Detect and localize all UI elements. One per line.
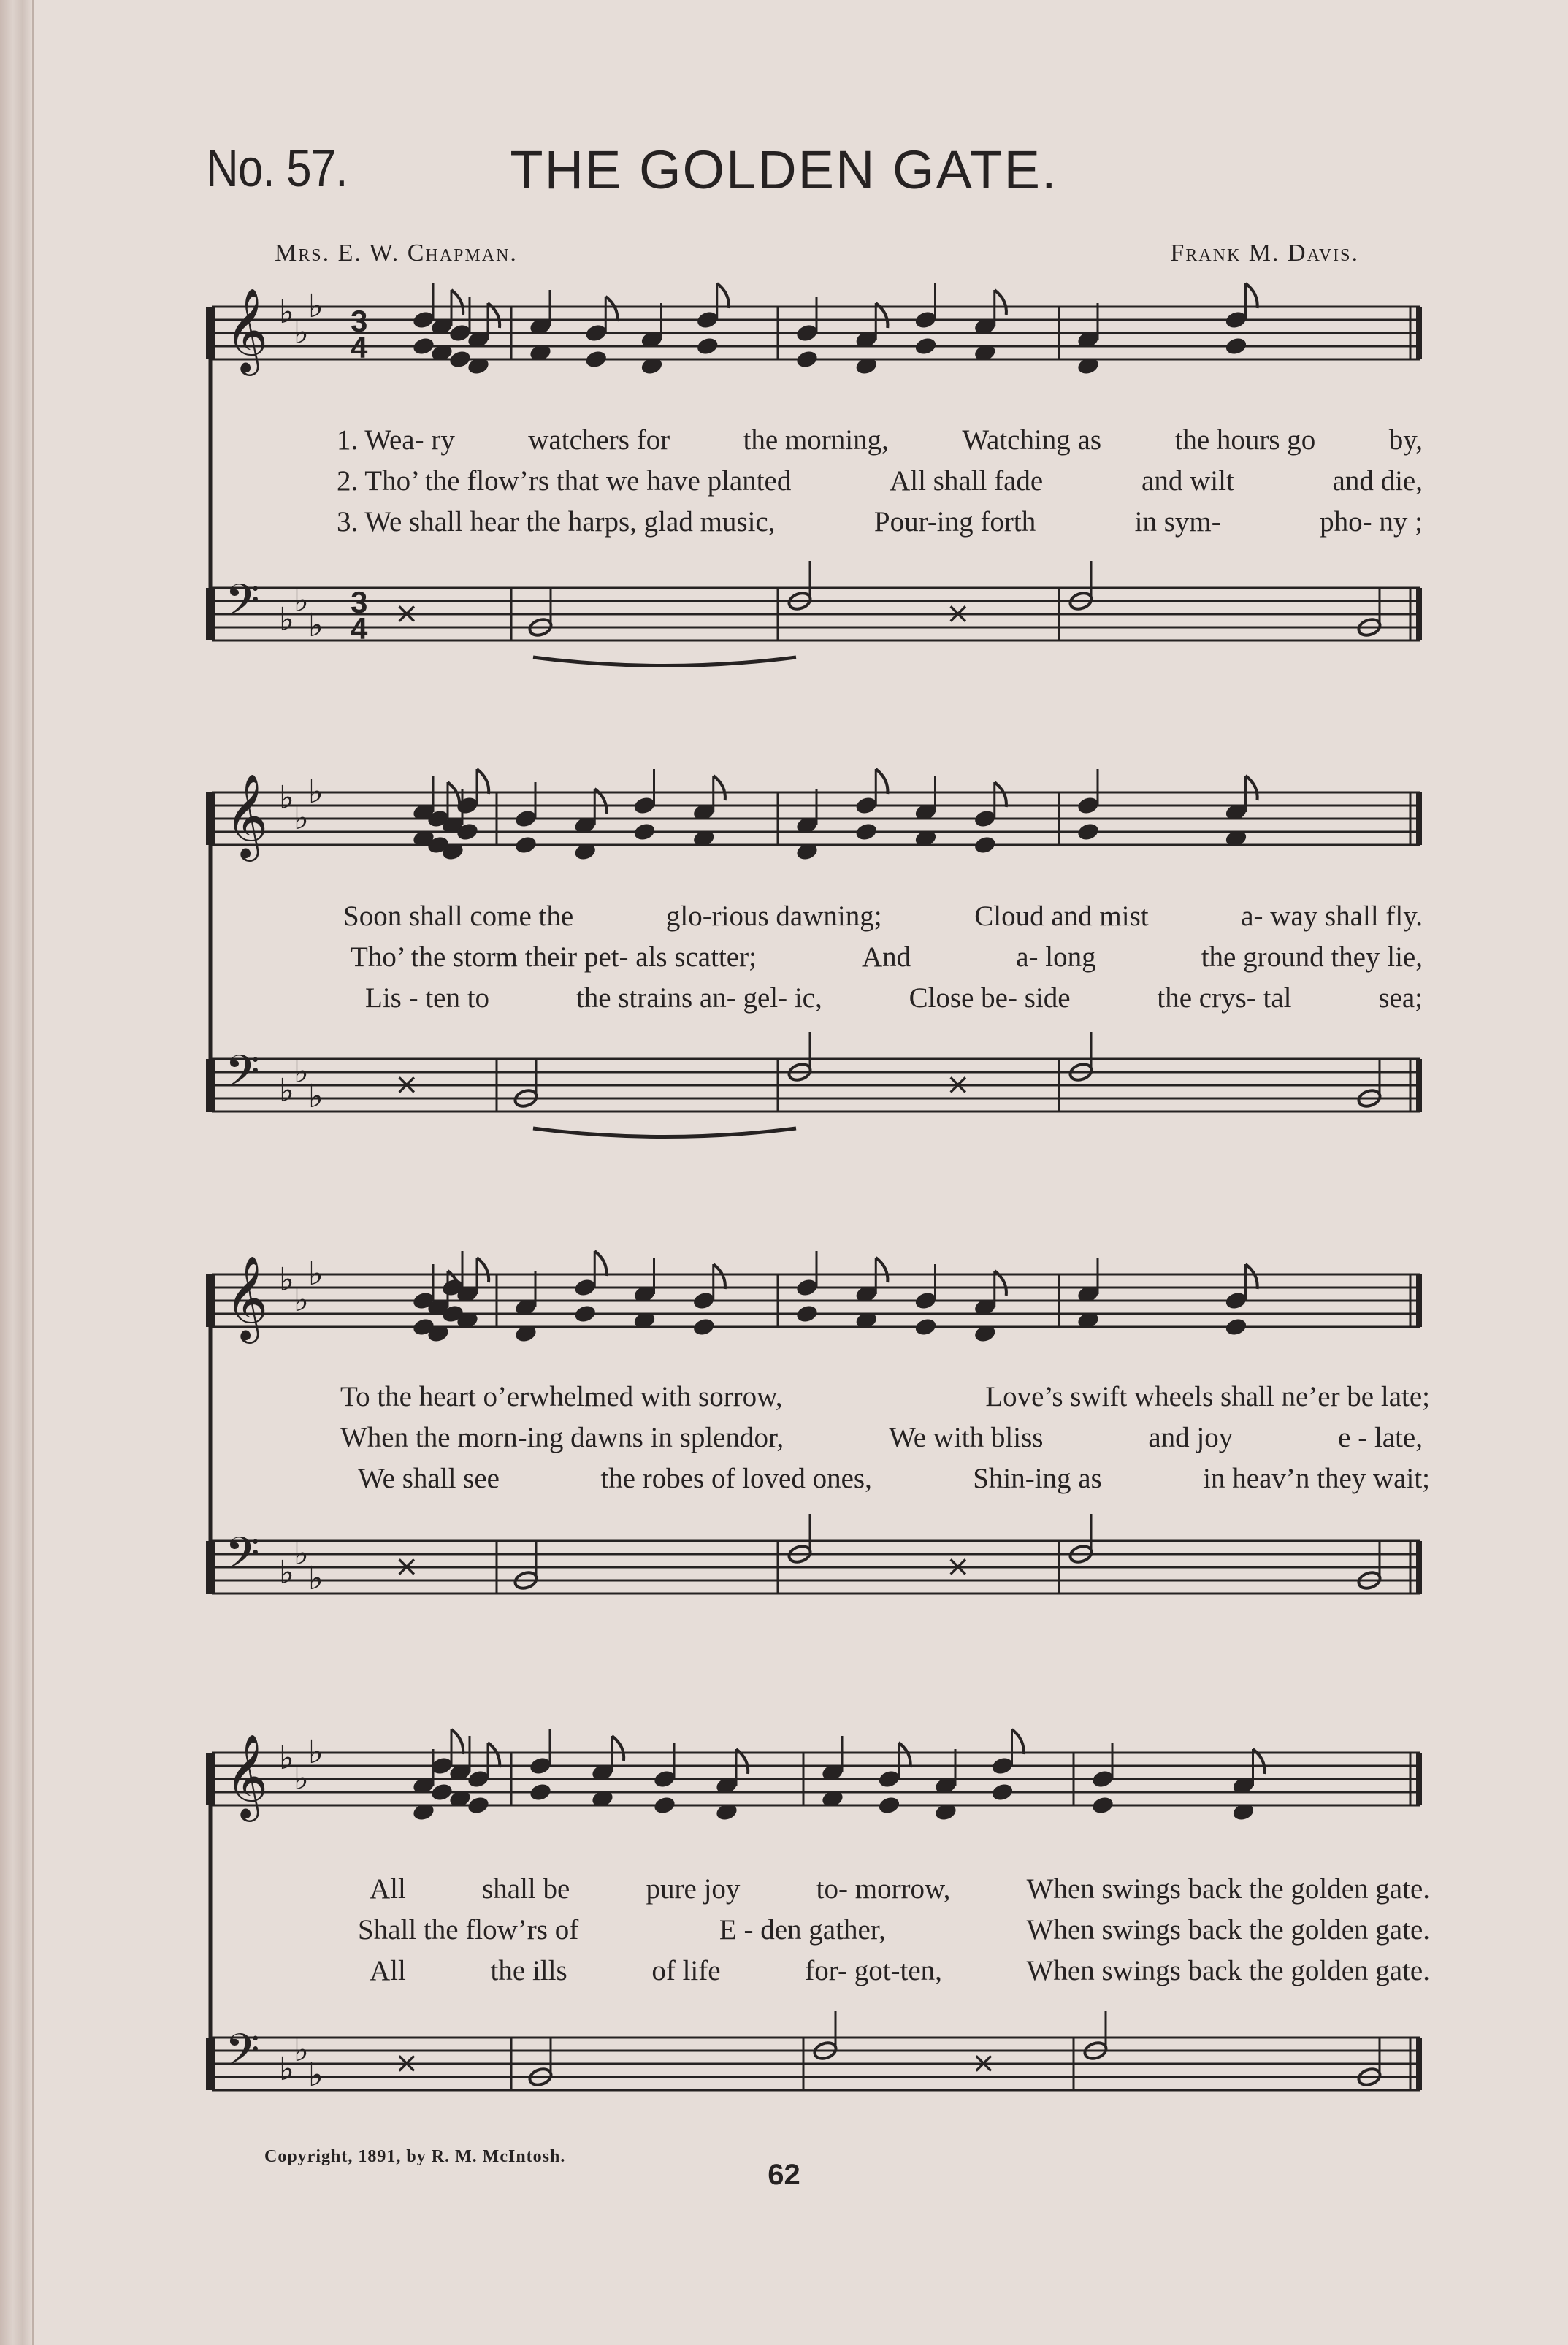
flat-sign: ♭ xyxy=(294,1535,309,1572)
note-head xyxy=(1224,1317,1248,1337)
note-flag xyxy=(899,1743,911,1767)
time-signature-top: 3 xyxy=(351,304,368,338)
quarter-rest: ⨯ xyxy=(971,2046,996,2080)
quarter-rest: ⨯ xyxy=(394,1550,419,1583)
copyright-notice: Copyright, 1891, by R. M. McIntosh. xyxy=(264,2147,566,2166)
note-flag xyxy=(714,1264,725,1289)
note-head xyxy=(573,1304,597,1324)
note-flag xyxy=(448,782,459,807)
lyric-verse-1: Soon shall come the glo-rious dawning; Cloud and mist a- way shall fly. xyxy=(343,900,1423,932)
note-flag xyxy=(1246,776,1258,800)
lyric-verse-1: To the heart o’erwhelmed with sorrow, Love’s swift wheels shall ne’er be late; xyxy=(340,1381,1430,1412)
note-head xyxy=(1090,1795,1114,1816)
note-head xyxy=(1076,822,1100,842)
lyric-verse-3: 3. We shall hear the harps, glad music, Pour-ing forth in sym- pho- ny ; xyxy=(337,506,1423,538)
final-barline xyxy=(1416,1274,1422,1327)
flat-sign: ♭ xyxy=(279,601,294,638)
note-flag xyxy=(714,776,725,800)
lyric-verse-2: Shall the flow’rs of E - den gather, When swings back the golden gate. xyxy=(358,1914,1430,1946)
note-flag xyxy=(995,290,1006,315)
flat-sign: ♭ xyxy=(308,1560,324,1597)
flat-sign: ♭ xyxy=(308,1078,324,1115)
hymn-title: THE GOLDEN GATE. xyxy=(510,139,1058,200)
flat-sign: ♭ xyxy=(308,607,324,644)
flat-sign: ♭ xyxy=(308,773,324,811)
flat-sign: ♭ xyxy=(279,1740,294,1777)
lyric-verse-3: We shall see the robes of loved ones, Shin-ing as in heav’n they wait; xyxy=(358,1463,1430,1494)
quarter-rest: ⨯ xyxy=(394,597,419,630)
lyricist-credit: Mrs. E. W. Chapman. xyxy=(275,240,518,267)
flat-sign: ♭ xyxy=(294,314,309,351)
quarter-rest: ⨯ xyxy=(946,597,971,630)
lyrics-system-4 xyxy=(209,1872,1430,2004)
note-head xyxy=(854,822,879,842)
note-flag xyxy=(605,297,617,321)
flat-sign: ♭ xyxy=(279,1072,294,1109)
time-signature-bottom: 4 xyxy=(351,611,368,646)
flat-sign: ♭ xyxy=(279,294,294,331)
final-barline xyxy=(1416,792,1422,845)
note-head xyxy=(584,349,608,370)
flat-sign: ♭ xyxy=(308,288,324,325)
flat-sign: ♭ xyxy=(308,1734,324,1771)
note-flag xyxy=(612,1736,624,1761)
note-head xyxy=(632,822,657,842)
quarter-rest: ⨯ xyxy=(394,1068,419,1101)
final-barline xyxy=(1416,1059,1422,1112)
composer-credit: Frank M. Davis. xyxy=(1170,240,1359,267)
quarter-rest: ⨯ xyxy=(394,2046,419,2080)
bass-clef: 𝄢 xyxy=(225,1046,260,1109)
note-head xyxy=(513,835,538,855)
time-signature-top: 3 xyxy=(351,585,368,619)
note-head xyxy=(528,1782,552,1802)
note-head xyxy=(795,1304,819,1324)
quarter-rest: ⨯ xyxy=(946,1068,971,1101)
note-flag xyxy=(995,782,1006,807)
tie-slur xyxy=(533,1128,796,1137)
bass-clef: 𝄢 xyxy=(225,2024,260,2087)
note-head xyxy=(990,1782,1014,1802)
treble-clef: 𝄞 xyxy=(225,287,269,372)
note-flag xyxy=(1012,1729,1024,1754)
quarter-rest: ⨯ xyxy=(946,1550,971,1583)
note-flag xyxy=(1246,1264,1258,1289)
final-barline xyxy=(1416,307,1422,359)
flat-sign: ♭ xyxy=(294,2032,309,2069)
note-flag xyxy=(876,769,887,794)
note-head xyxy=(914,1317,938,1337)
time-signature-bottom: 4 xyxy=(351,330,368,364)
treble-clef: 𝄞 xyxy=(225,1255,269,1340)
lyric-verse-3: Lis - ten to the strains an- gel- ic, Close be- side the crys- tal sea; xyxy=(365,982,1423,1014)
flat-sign: ♭ xyxy=(308,2057,324,2094)
bass-clef: 𝄢 xyxy=(225,575,260,638)
page-number: 62 xyxy=(768,2159,800,2191)
note-flag xyxy=(488,1743,500,1767)
treble-clef: 𝄞 xyxy=(225,773,269,858)
note-head xyxy=(914,336,938,356)
flat-sign: ♭ xyxy=(294,1760,309,1797)
note-flag xyxy=(451,290,463,315)
lyric-verse-3: All the ills of life for- got-ten, When swings back the golden gate. xyxy=(370,1955,1430,1986)
final-barline xyxy=(1416,1541,1422,1594)
flat-sign: ♭ xyxy=(308,1255,324,1293)
treble-clef: 𝄞 xyxy=(225,1733,269,1818)
tie-slur xyxy=(533,657,796,666)
note-flag xyxy=(876,1258,887,1282)
note-head xyxy=(695,336,719,356)
lyric-verse-1: 1. Wea- ry watchers for the morning, Watching as the hours go by, xyxy=(337,424,1423,456)
note-head xyxy=(973,835,997,855)
final-barline xyxy=(1416,1753,1422,1805)
lyrics-system-2 xyxy=(209,900,1430,1031)
flat-sign: ♭ xyxy=(294,1053,309,1090)
note-flag xyxy=(477,1258,489,1282)
note-head xyxy=(795,349,819,370)
flat-sign: ♭ xyxy=(279,1554,294,1591)
flat-sign: ♭ xyxy=(279,1261,294,1298)
final-barline xyxy=(1416,588,1422,640)
note-head xyxy=(692,1317,716,1337)
flat-sign: ♭ xyxy=(279,779,294,816)
lyric-verse-1: All shall be pure joy to- morrow, When swings back the golden gate. xyxy=(370,1873,1430,1905)
hymn-number: No. 57. xyxy=(206,139,348,198)
flat-sign: ♭ xyxy=(294,800,309,837)
bass-clef: 𝄢 xyxy=(225,1528,260,1591)
flat-sign: ♭ xyxy=(279,2051,294,2088)
lyric-verse-2: Tho’ the storm their pet- als scatter; And a- long the ground they lie, xyxy=(351,941,1423,973)
note-head xyxy=(1224,336,1248,356)
note-flag xyxy=(717,283,729,308)
note-flag xyxy=(477,769,489,794)
flat-sign: ♭ xyxy=(294,1282,309,1319)
lyrics-system-3 xyxy=(209,1380,1430,1512)
flat-sign: ♭ xyxy=(294,582,309,619)
lyrics-system-1 xyxy=(209,416,1430,548)
lyric-verse-2: 2. Tho’ the flow’rs that we have planted All shall fade and wilt and die, xyxy=(337,465,1423,497)
note-head xyxy=(877,1795,901,1816)
note-head xyxy=(652,1795,676,1816)
note-flag xyxy=(1246,283,1258,308)
lyric-verse-2: When the morn-ing dawns in splendor, We with bliss and joy e - late, xyxy=(340,1422,1423,1453)
note-flag xyxy=(594,1251,606,1276)
note-flag xyxy=(451,1729,463,1754)
final-barline xyxy=(1416,2038,1422,2090)
